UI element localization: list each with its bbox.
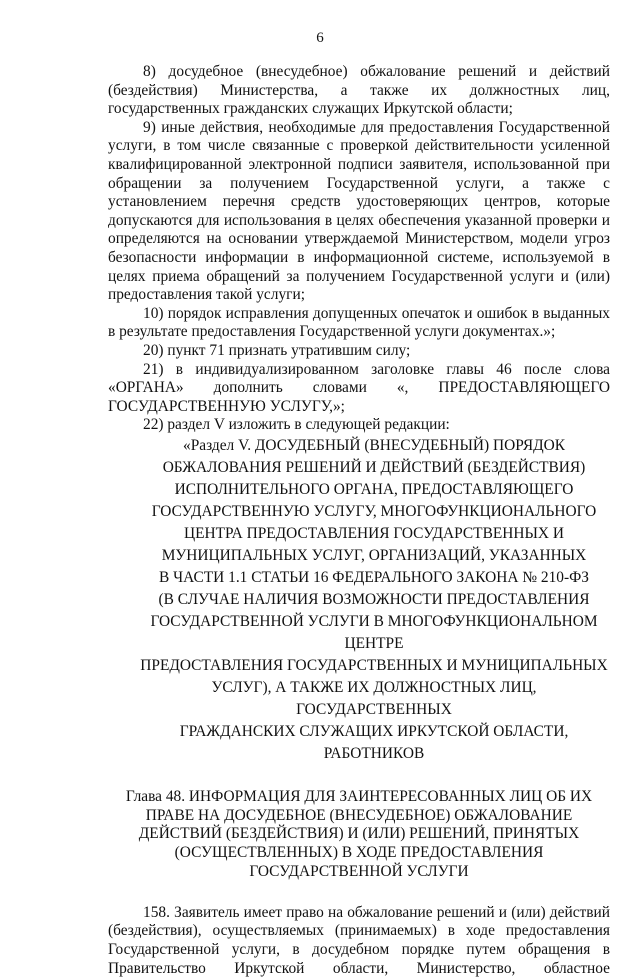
section-heading-text xyxy=(138,435,610,765)
section-heading-line: ЦЕНТРА ПРЕДОСТАВЛЕНИЯ ГОСУДАРСТВЕННЫХ И xyxy=(184,524,564,542)
chapter-heading-line: Глава 48. ИНФОРМАЦИЯ ДЛЯ ЗАИНТЕРЕСОВАННЫХ ЛИЦ ОБ ИХ xyxy=(125,787,593,805)
paragraph-item-8: 8) досудебное (внесудебное) обжалование решений и действий (бездействия) Министерства, а также их должностных лиц, государственных гражданских служащих Иркутской области; xyxy=(108,63,610,118)
section-heading xyxy=(138,435,610,765)
section-heading-line: ГОСУДАРСТВЕННОЙ УСЛУГИ В МНОГОФУНКЦИОНАЛЬНОМ ЦЕНТРЕ xyxy=(150,612,598,652)
paragraph-item-22: 22) раздел V изложить в следующей редакции: xyxy=(143,416,450,434)
paragraph-item-21: 21) в индивидуализированном заголовке главы 46 после слова «ОРГАНА» дополнить словами «, ПРЕДОСТАВЛЯЮЩЕГО ГОСУДАРСТВЕННУЮ УСЛУГУ,»; xyxy=(108,360,610,415)
chapter-heading-line: (ОСУЩЕСТВЛЕННЫХ) В ХОДЕ ПРЕДОСТАВЛЕНИЯ xyxy=(174,844,544,862)
spacer xyxy=(108,882,610,904)
chapter-heading-line: ПРАВЕ НА ДОСУДЕБНОЕ (ВНЕСУДЕБНОЕ) ОБЖАЛОВАНИЕ xyxy=(145,806,573,824)
paragraph-item-10: 10) порядок исправления допущенных опечаток и ошибок в выданных в результате предоставления Государственной услуги документах.»; xyxy=(108,304,610,341)
page-number: 6 xyxy=(316,30,324,46)
paragraph-item-20: 20) пункт 71 признать утратившим силу; xyxy=(143,341,411,359)
chapter-heading-text xyxy=(108,788,610,882)
section-heading-line: ГРАЖДАНСКИХ СЛУЖАЩИХ ИРКУТСКОЙ ОБЛАСТИ, РАБОТНИКОВ xyxy=(179,722,569,762)
section-heading-line: ПРЕДОСТАВЛЕНИЯ ГОСУДАРСТВЕННЫХ И МУНИЦИПАЛЬНЫХ xyxy=(140,656,608,674)
section-heading-line: «Раздел V. ДОСУДЕБНЫЙ (ВНЕСУДЕБНЫЙ) ПОРЯДОК xyxy=(183,436,565,454)
section-heading-line: УСЛУГ), А ТАКЖЕ ИХ ДОЛЖНОСТНЫХ ЛИЦ, ГОСУДАРСТВЕННЫХ xyxy=(211,678,537,718)
section-heading-line: (В СЛУЧАЕ НАЛИЧИЯ ВОЗМОЖНОСТИ ПРЕДОСТАВЛЕНИЯ xyxy=(158,590,590,608)
section-heading-line: ИСПОЛНИТЕЛЬНОГО ОРГАНА, ПРЕДОСТАВЛЯЮЩЕГО xyxy=(174,480,574,498)
paragraph-158: 158. Заявитель имеет право на обжалование решений и (или) действий (бездействия), осуществляемых (принимаемых) в ходе предоставления Государственной услуги, в досудебном порядке путем обращения в Правительство Иркутской области, Министерство, областное xyxy=(108,903,610,977)
section-heading-line: МУНИЦИПАЛЬНЫХ УСЛУГ, ОРГАНИЗАЦИЙ, УКАЗАННЫХ xyxy=(161,546,587,564)
section-heading-line: ОБЖАЛОВАНИЯ РЕШЕНИЙ И ДЕЙСТВИЙ (БЕЗДЕЙСТВИЯ) xyxy=(162,458,586,476)
chapter-heading-line: ДЕЙСТВИЙ (БЕЗДЕЙСТВИЯ) И (ИЛИ) РЕШЕНИЙ, ПРИНЯТЫХ xyxy=(138,825,580,843)
section-heading-line: ГОСУДАРСТВЕННУЮ УСЛУГУ, МНОГОФУНКЦИОНАЛЬНОГО xyxy=(151,502,597,520)
paragraph-item-9: 9) иные действия, необходимые для предоставления Государственной услуги, в том числе связанные с проверкой действительности усиленной квалифицированной электронной подписи заявителя, использованной при обращении за получением Государственной услуги, а также с установлением перечня средств удостоверяющих центров, которые допускаются для использования в целях обеспечения указанной проверки и определяются на основании утверждаемой Министерством, модели угроз безопасности информации в информационной системе, используемой в целях приема обращений за получением Государственной услуги и (или) предоставления такой услуги; xyxy=(108,118,610,304)
section-heading-line: В ЧАСТИ 1.1 СТАТЬИ 16 ФЕДЕРАЛЬНОГО ЗАКОНА № 210-ФЗ xyxy=(159,568,589,586)
document-body xyxy=(108,63,610,978)
chapter-heading-line: ГОСУДАРСТВЕННОЙ УСЛУГИ xyxy=(249,863,469,881)
chapter-heading xyxy=(108,788,610,882)
